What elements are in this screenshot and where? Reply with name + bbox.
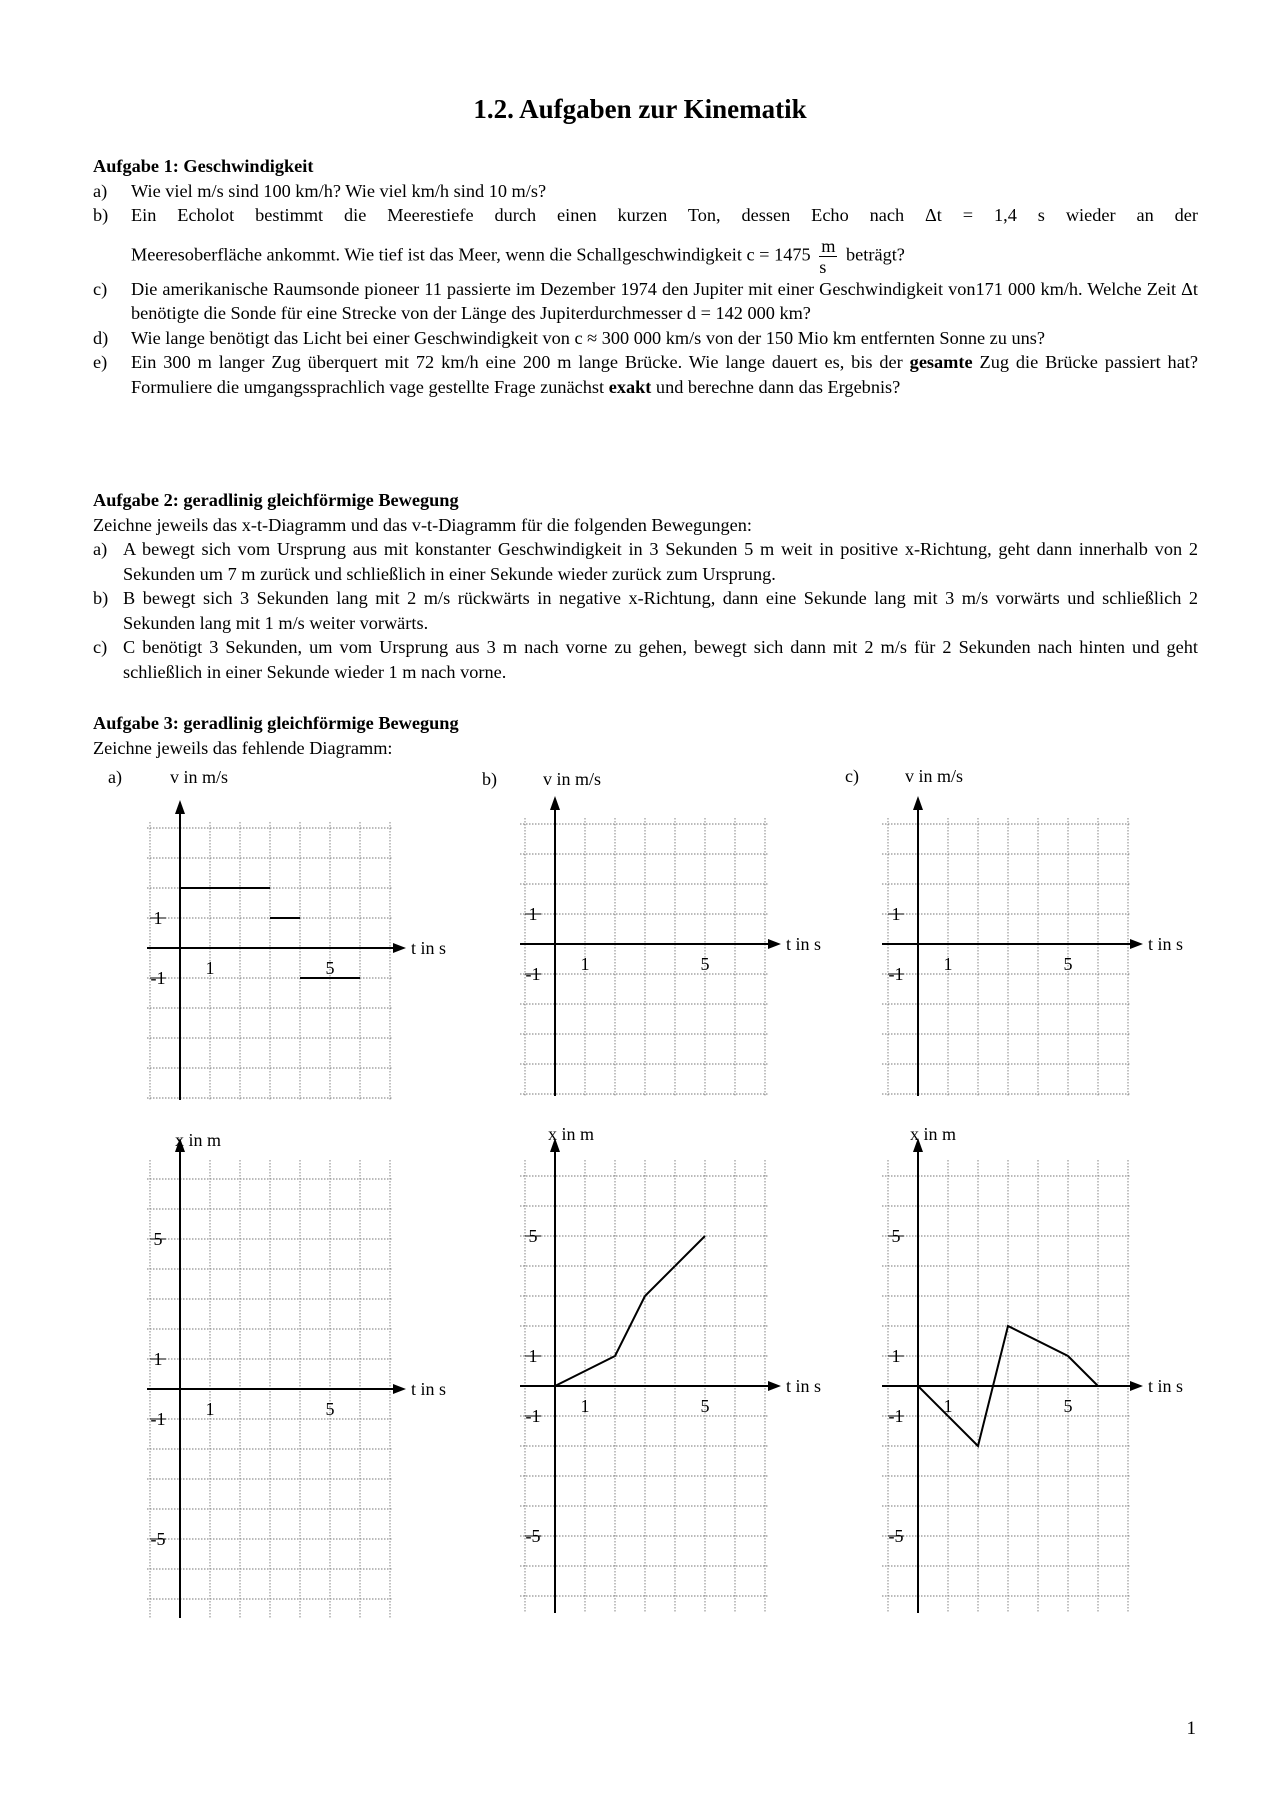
x-tick-label: 1 [205,1399,215,1419]
x-tick-label: 1 [943,1396,953,1416]
x-tick-label: 1 [943,954,953,974]
y-axis-arrow [550,796,560,810]
y-tick-label: 1 [528,904,538,924]
text-part: Zug die Brücke passiert hat? Formuliere die umgangssprachlich vage gestellte Frage zunächst [131,352,1199,397]
x-tick-label: 5 [700,1396,710,1416]
text-part: und berechne dann das Ergebnis? [651,376,901,397]
item-label: b) [93,588,109,608]
x-axis-label: x in m [910,1124,957,1144]
y-tick-label: 5 [891,1226,901,1246]
t-axis-label: t in s [1148,934,1184,954]
item-label: a) [93,539,108,559]
t-axis-label: t in s [411,1379,447,1399]
y-tick-label: -5 [150,1529,166,1549]
page-number: 1 [1186,1718,1196,1739]
item-text: Ein Echolot bestimmt die Meerestiefe durch einen kurzen Ton, dessen Echo nach Δt = 1,4 s wieder an der [131,205,1198,225]
item-label: c) [93,637,108,657]
y-tick-label: -1 [150,968,166,988]
item-text: Die amerikanische Raumsonde pioneer 11 passierte im Dezember 1974 den Jupiter mit einer Geschwindigkeit von171 000 km/h. Welche Zeit Δt benötigte die Sonde für eine Strecke von der Länge des Jupiterdurchmesser d = 142 000 km? [131,278,1198,323]
y-tick-label: 1 [891,1346,901,1366]
t-axis-arrow [1130,939,1143,949]
y-tick-label: -1 [525,1406,541,1426]
panel-label: b) [482,769,497,789]
t-axis-arrow [768,939,781,949]
task-3-heading: Aufgabe 3: geradlinig gleichförmige Bewegung [93,713,459,733]
item-text: Wie lange benötigt das Licht bei einer Geschwindigkeit von c ≈ 300 000 km/s von der 150 Mio km entfernten Sonne zu uns? [131,327,1046,348]
y-tick-label: -1 [888,964,904,984]
x-axis-label: x in m [175,1130,222,1150]
x-tick-label: 1 [205,958,215,978]
v-axis-label: v in m/s [170,767,229,787]
x-tick-label: 5 [1063,1396,1073,1416]
bold-word: exakt [608,376,652,397]
data-line [555,1236,705,1386]
t-axis-arrow [768,1381,781,1391]
y-tick-label: 5 [153,1229,163,1249]
x-axis-label: x in m [548,1124,595,1144]
v-axis-label: v in m/s [905,766,964,786]
text-part: Ein 300 m langer Zug überquert mit 72 km/h eine 200 m lange Brücke. Wie lange dauert es, bis der [131,352,910,372]
item-text-part: Meeresoberfläche ankommt. Wie tief ist das Meer, wenn die Schallgeschwindigkeit c = 1475 [131,244,811,265]
item-label: d) [93,327,109,348]
x-tick-label: 5 [700,954,710,974]
panel-label: c) [845,766,859,786]
item-label: c) [93,278,108,299]
y-axis-arrow [913,796,923,810]
y-tick-label: -5 [525,1526,541,1546]
item-text: A bewegt sich vom Ursprung aus mit konstanter Geschwindigkeit in 3 Sekunden 5 m weit in positive x-Richtung, geht dann innerhalb von 2 Sekunden um 7 m zurück und schließlich in einer Sekunde wieder zurück zum Ursprung. [123,539,1198,584]
y-tick-label: -1 [888,1406,904,1426]
task-2-intro: Zeichne jeweils das x-t-Diagramm und das v-t-Diagramm für die folgenden Bewegungen: [93,514,752,535]
fraction-denominator: s [819,256,827,277]
t-axis-arrow [1130,1381,1143,1391]
t-axis-label: t in s [411,938,447,958]
t-axis-label: t in s [786,1376,822,1396]
x-tick-label: 5 [325,958,335,978]
item-text: B bewegt sich 3 Sekunden lang mit 2 m/s rückwärts in negative x-Richtung, dann eine Sekunde lang mit 3 m/s vorwärts und schließlich 2 Sekunden lang mit 1 m/s weiter vorwärts. [123,588,1198,633]
task-2-heading: Aufgabe 2: geradlinig gleichförmige Bewegung [93,490,459,510]
y-tick-label: 1 [153,908,163,928]
y-tick-label: -1 [150,1409,166,1429]
bold-word: gesamte [909,352,973,372]
item-label: b) [93,205,109,225]
fraction-numerator: m [821,235,836,256]
panel-label: a) [108,767,122,787]
x-tick-label: 5 [325,1399,335,1419]
y-tick-label: 1 [528,1346,538,1366]
y-tick-label: 5 [528,1226,538,1246]
y-tick-label: 1 [153,1349,163,1369]
x-tick-label: 1 [580,1396,590,1416]
v-axis-label: v in m/s [543,769,602,789]
item-text: Wie viel m/s sind 100 km/h? Wie viel km/h sind 10 m/s? [131,180,547,201]
task-3-intro: Zeichne jeweils das fehlende Diagramm: [93,737,393,758]
item-text-part: beträgt? [846,244,905,265]
page-title: 1.2. Aufgaben zur Kinematik [473,94,807,124]
task-1-heading: Aufgabe 1: Geschwindigkeit [93,156,314,176]
t-axis-arrow [393,1384,406,1394]
item-label: a) [93,180,108,201]
item-label: e) [93,352,108,372]
t-axis-arrow [393,943,406,953]
item-text: C benötigt 3 Sekunden, um vom Ursprung aus 3 m nach vorne zu gehen, bewegt sich dann mit 2 m/s für 2 Sekunden nach hinten und geht schließlich in einer Sekunde wieder 1 m nach vorne. [123,637,1198,682]
x-tick-label: 5 [1063,954,1073,974]
y-tick-label: 1 [891,904,901,924]
t-axis-label: t in s [1148,1376,1184,1396]
y-tick-label: -5 [888,1526,904,1546]
y-tick-label: -1 [525,964,541,984]
t-axis-label: t in s [786,934,822,954]
y-axis-arrow [175,800,185,814]
x-tick-label: 1 [580,954,590,974]
